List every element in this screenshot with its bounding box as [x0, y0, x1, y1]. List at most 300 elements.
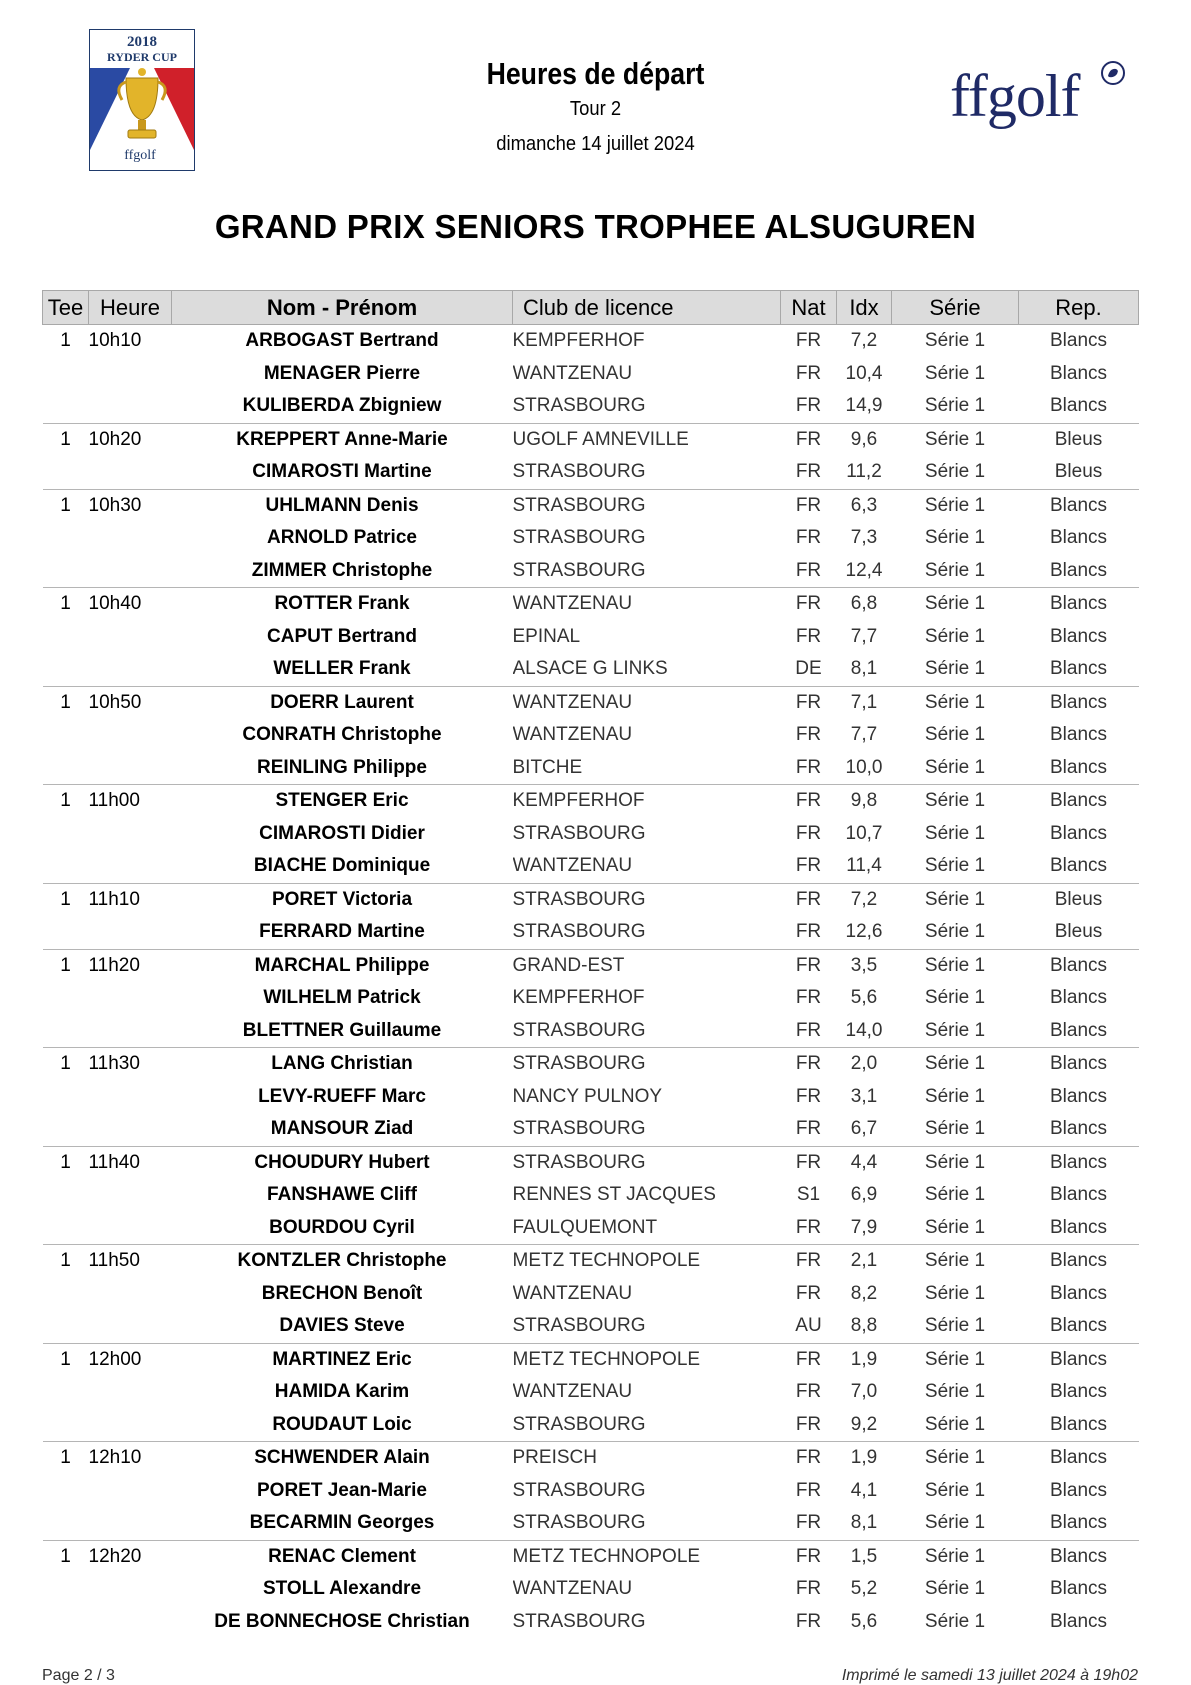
- cell-rep: Blancs: [1019, 588, 1139, 621]
- cell-heure: [89, 390, 172, 423]
- cell-tee: 1: [43, 423, 89, 456]
- cell-nom: ARBOGAST Bertrand: [172, 325, 513, 358]
- cell-serie: Série 1: [892, 1048, 1019, 1081]
- cell-nom: REINLING Philippe: [257, 756, 427, 778]
- cell-rep: Bleus: [1054, 461, 1103, 483]
- cell-nom: BOURDOU Cyril: [269, 1216, 415, 1238]
- cell-tee: 1: [43, 1343, 89, 1376]
- cell-club: METZ TECHNOPOLE: [513, 1245, 781, 1278]
- cell-club: STRASBOURG: [513, 1048, 781, 1081]
- cell-idx: 3,5: [837, 949, 892, 982]
- cell-tee: [43, 1278, 89, 1311]
- table-row: [43, 1442, 1139, 1475]
- cell-nom: BIACHE Dominique: [253, 855, 431, 877]
- cell-serie: Série 1: [892, 1343, 1019, 1376]
- cell-nom: CHOUDURY Hubert: [172, 1146, 513, 1179]
- table-row: [43, 719, 1139, 752]
- table-row: [43, 1015, 1139, 1048]
- cell-tee: [43, 1081, 89, 1114]
- table-row: [43, 785, 1139, 818]
- cell-serie: Série 1: [924, 987, 986, 1009]
- cell-nat: FR: [795, 1610, 822, 1632]
- cell-idx: 7,7: [850, 625, 878, 647]
- cell-tee: [43, 1507, 89, 1540]
- cell-nat: FR: [795, 362, 822, 384]
- cell-heure: [89, 1573, 172, 1606]
- cell-nat: FR: [795, 1578, 822, 1600]
- cell-nat: FR: [795, 756, 822, 778]
- cell-nom: MARTINEZ Eric: [172, 1343, 513, 1376]
- cell-tee: [43, 1113, 89, 1146]
- cell-nom: MANSOUR Ziad: [270, 1118, 414, 1140]
- cell-heure: [89, 621, 172, 654]
- cell-nat: FR: [795, 724, 822, 746]
- table-row: [43, 1146, 1139, 1179]
- cell-heure: [89, 1310, 172, 1343]
- cell-idx: 7,3: [850, 527, 878, 549]
- table-row: [43, 1606, 1139, 1639]
- cell-tee: 1: [43, 949, 89, 982]
- cell-nat: FR: [795, 461, 822, 483]
- cell-serie: Série 1: [924, 527, 986, 549]
- cell-idx: 8,2: [850, 1282, 878, 1304]
- table-row: [43, 555, 1139, 588]
- cell-rep: Blancs: [1049, 756, 1108, 778]
- cell-serie: Série 1: [892, 785, 1019, 818]
- cell-serie: Série 1: [892, 949, 1019, 982]
- cell-rep: Blancs: [1049, 527, 1108, 549]
- cell-nom: SCHWENDER Alain: [172, 1442, 513, 1475]
- cell-heure: [89, 818, 172, 851]
- cell-club: WANTZENAU: [512, 855, 633, 877]
- cell-idx: 6,7: [850, 1118, 878, 1140]
- table-body: [43, 325, 1139, 1639]
- table-row: [43, 1475, 1139, 1508]
- cell-heure: 11h10: [89, 883, 172, 916]
- cell-serie: Série 1: [924, 756, 986, 778]
- cell-nat: FR: [781, 1442, 837, 1475]
- table-row: [43, 621, 1139, 654]
- cell-tee: [43, 982, 89, 1015]
- cell-idx: 1,5: [837, 1540, 892, 1573]
- cell-club: WANTZENAU: [513, 588, 781, 621]
- table-row: [43, 982, 1139, 1015]
- cell-serie: Série 1: [924, 1315, 986, 1337]
- table-row: [43, 522, 1139, 555]
- cell-idx: 8,1: [850, 1512, 878, 1534]
- cell-rep: Blancs: [1019, 325, 1139, 358]
- cell-nat: FR: [781, 1146, 837, 1179]
- cell-tee: 1: [43, 1048, 89, 1081]
- cell-nat: FR: [795, 1512, 822, 1534]
- cell-club: STRASBOURG: [513, 1146, 781, 1179]
- cell-rep: Blancs: [1049, 625, 1108, 647]
- cell-serie: Série 1: [924, 1413, 986, 1435]
- cell-idx: 8,1: [850, 658, 878, 680]
- cell-nat: FR: [781, 325, 837, 358]
- logo-brand: ffgolf: [124, 148, 156, 163]
- cell-nom: DAVIES Steve: [279, 1315, 405, 1337]
- cell-heure: [89, 522, 172, 555]
- cell-idx: 5,6: [850, 1610, 878, 1632]
- cell-nom: BLETTNER Guillaume: [242, 1019, 442, 1041]
- cell-idx: 10,4: [845, 362, 883, 384]
- cell-nat: FR: [795, 855, 822, 877]
- cell-club: STRASBOURG: [512, 1512, 646, 1534]
- cell-tee: [43, 850, 89, 883]
- table-row: [43, 1310, 1139, 1343]
- cell-nat: FR: [781, 423, 837, 456]
- cell-club: STRASBOURG: [512, 1610, 646, 1632]
- cell-club: STRASBOURG: [513, 883, 781, 916]
- cell-nat: FR: [795, 1413, 822, 1435]
- cell-nom: RENAC Clement: [172, 1540, 513, 1573]
- cell-club: STRASBOURG: [512, 921, 646, 943]
- cell-serie: Série 1: [924, 658, 986, 680]
- cell-nom: CIMAROSTI Martine: [252, 461, 432, 483]
- cell-nat: FR: [795, 1479, 822, 1501]
- cell-nat: AU: [795, 1315, 822, 1337]
- cell-nat: FR: [795, 987, 822, 1009]
- cell-idx: 10,7: [845, 822, 883, 844]
- cell-club: GRAND-EST: [513, 949, 781, 982]
- cell-serie: Série 1: [892, 1442, 1019, 1475]
- cell-heure: 11h00: [89, 785, 172, 818]
- table-row: [43, 686, 1139, 719]
- cell-serie: Série 1: [924, 921, 986, 943]
- print-timestamp: Imprimé le samedi 13 juillet 2024 à 19h02: [841, 1667, 1138, 1684]
- ffgolf-logo: ffgolf: [950, 63, 1080, 129]
- cell-rep: Blancs: [1049, 1479, 1108, 1501]
- cell-nat: FR: [795, 625, 822, 647]
- table-row: [43, 883, 1139, 916]
- cell-rep: Blancs: [1049, 395, 1108, 417]
- cell-rep: Bleus: [1019, 883, 1139, 916]
- cell-nom: WELLER Frank: [273, 658, 411, 680]
- cell-nat: FR: [781, 1245, 837, 1278]
- cell-heure: 10h40: [89, 588, 172, 621]
- cell-serie: Série 1: [924, 1019, 986, 1041]
- cell-rep: Blancs: [1019, 1343, 1139, 1376]
- cell-tee: [43, 1212, 89, 1245]
- cell-nom: ARNOLD Patrice: [267, 527, 417, 549]
- cell-idx: 7,1: [837, 686, 892, 719]
- table-row: [43, 752, 1139, 785]
- cell-club: WANTZENAU: [512, 1282, 633, 1304]
- cell-club: STRASBOURG: [512, 1479, 646, 1501]
- cell-tee: 1: [43, 1146, 89, 1179]
- cell-tee: [43, 818, 89, 851]
- cell-tee: 1: [43, 686, 89, 719]
- cell-rep: Blancs: [1049, 559, 1108, 581]
- table-row: [43, 1179, 1139, 1212]
- cell-rep: Blancs: [1019, 1245, 1139, 1278]
- cell-idx: 8,8: [850, 1315, 878, 1337]
- cell-serie: Série 1: [892, 588, 1019, 621]
- cell-idx: 10,0: [845, 756, 883, 778]
- cell-rep: Blancs: [1049, 1118, 1108, 1140]
- cell-nom: HAMIDA Karim: [274, 1381, 410, 1403]
- event-title: GRAND PRIX SENIORS TROPHEE ALSUGUREN: [214, 208, 977, 245]
- cell-tee: [43, 621, 89, 654]
- cell-heure: [89, 1376, 172, 1409]
- cell-idx: 14,0: [845, 1019, 883, 1041]
- cell-nom: FERRARD Martine: [259, 921, 425, 943]
- table-row: [43, 456, 1139, 489]
- cell-nom: WILHELM Patrick: [263, 987, 421, 1009]
- cell-idx: 9,8: [837, 785, 892, 818]
- cell-nat: FR: [781, 686, 837, 719]
- cell-club: WANTZENAU: [512, 1578, 633, 1600]
- cell-idx: 12,4: [845, 559, 883, 581]
- table-row: [43, 489, 1139, 522]
- cell-club: NANCY PULNOY: [512, 1085, 663, 1107]
- table-row: [43, 1507, 1139, 1540]
- cell-tee: 1: [43, 1442, 89, 1475]
- cell-idx: 4,1: [850, 1479, 878, 1501]
- table-row: [43, 588, 1139, 621]
- cell-nat: FR: [781, 588, 837, 621]
- cell-tee: [43, 1606, 89, 1639]
- cell-idx: 12,6: [845, 921, 883, 943]
- cell-club: STRASBOURG: [512, 1019, 646, 1041]
- cell-tee: 1: [43, 325, 89, 358]
- cell-nat: FR: [795, 395, 822, 417]
- cell-rep: Blancs: [1019, 785, 1139, 818]
- cell-idx: 7,2: [837, 883, 892, 916]
- cell-tee: [43, 1409, 89, 1442]
- cell-serie: Série 1: [924, 1479, 986, 1501]
- cell-nom: CAPUT Bertrand: [267, 625, 417, 647]
- col-header-heure: Heure: [89, 291, 172, 325]
- cell-heure: [89, 555, 172, 588]
- cell-club: KEMPFERHOF: [513, 785, 781, 818]
- cell-heure: [89, 1475, 172, 1508]
- cell-rep: Blancs: [1049, 658, 1108, 680]
- cell-nat: FR: [781, 489, 837, 522]
- cell-club: STRASBOURG: [513, 489, 781, 522]
- cell-serie: Série 1: [924, 1282, 986, 1304]
- page-title: Heures de départ: [486, 56, 705, 91]
- cell-idx: 5,2: [850, 1578, 878, 1600]
- cell-heure: 12h00: [89, 1343, 172, 1376]
- cell-tee: [43, 719, 89, 752]
- cell-rep: Blancs: [1049, 987, 1108, 1009]
- cell-idx: 7,2: [837, 325, 892, 358]
- table-row: [43, 1409, 1139, 1442]
- cell-club: ALSACE G LINKS: [512, 658, 668, 680]
- cell-nom: LANG Christian: [172, 1048, 513, 1081]
- tee-times-table: [42, 290, 1139, 1638]
- cell-nat: FR: [795, 1216, 822, 1238]
- cell-heure: [89, 1278, 172, 1311]
- cell-rep: Blancs: [1049, 1578, 1108, 1600]
- cell-nom: CIMAROSTI Didier: [259, 822, 425, 844]
- cell-nat: DE: [795, 658, 822, 680]
- cell-rep: Blancs: [1049, 1381, 1108, 1403]
- cell-heure: 10h20: [89, 423, 172, 456]
- cell-heure: [89, 1081, 172, 1114]
- cell-nom: DOERR Laurent: [172, 686, 513, 719]
- cell-club: STRASBOURG: [512, 1315, 646, 1337]
- cell-tee: [43, 522, 89, 555]
- cell-rep: Blancs: [1049, 1085, 1108, 1107]
- cell-nat: S1: [796, 1184, 821, 1206]
- cell-idx: 2,0: [837, 1048, 892, 1081]
- cell-rep: Blancs: [1049, 1216, 1108, 1238]
- table-row: [43, 916, 1139, 949]
- cell-idx: 1,9: [837, 1442, 892, 1475]
- cell-serie: Série 1: [892, 1540, 1019, 1573]
- cell-nom: MENAGER Pierre: [263, 362, 421, 384]
- table-row: [43, 1376, 1139, 1409]
- round-label: Tour 2: [569, 98, 622, 120]
- table-row: [43, 325, 1139, 358]
- cell-rep: Blancs: [1049, 1019, 1108, 1041]
- cell-nom: ROUDAUT Loic: [272, 1413, 412, 1435]
- cell-idx: 9,6: [837, 423, 892, 456]
- cell-tee: [43, 1475, 89, 1508]
- table-row: [43, 423, 1139, 456]
- cell-nat: FR: [781, 883, 837, 916]
- cell-heure: 12h20: [89, 1540, 172, 1573]
- cell-rep: Bleus: [1054, 921, 1103, 943]
- cell-heure: [89, 653, 172, 686]
- cell-tee: [43, 456, 89, 489]
- cell-nom: ROTTER Frank: [172, 588, 513, 621]
- cell-rep: Blancs: [1019, 1442, 1139, 1475]
- cell-tee: 1: [43, 588, 89, 621]
- cell-nom: STENGER Eric: [172, 785, 513, 818]
- cell-club: METZ TECHNOPOLE: [513, 1540, 781, 1573]
- col-header-nat: Nat: [781, 291, 837, 325]
- table-row: [43, 1343, 1139, 1376]
- cell-nat: FR: [781, 1540, 837, 1573]
- table-header: [43, 291, 1139, 325]
- cell-serie: Série 1: [924, 1184, 986, 1206]
- cell-heure: [89, 1212, 172, 1245]
- cell-serie: Série 1: [924, 625, 986, 647]
- table-row: [43, 1081, 1139, 1114]
- cell-serie: Série 1: [924, 1085, 986, 1107]
- cell-rep: Blancs: [1049, 1512, 1108, 1534]
- cell-nom: UHLMANN Denis: [172, 489, 513, 522]
- cell-heure: [89, 1179, 172, 1212]
- cell-serie: Série 1: [924, 1578, 986, 1600]
- cell-heure: [89, 982, 172, 1015]
- cell-nat: FR: [795, 559, 822, 581]
- cell-serie: Série 1: [892, 1245, 1019, 1278]
- cell-heure: [89, 1606, 172, 1639]
- table-row: [43, 1048, 1139, 1081]
- cell-club: PREISCH: [513, 1442, 781, 1475]
- cell-tee: 1: [43, 489, 89, 522]
- cell-nom: PORET Victoria: [172, 883, 513, 916]
- cell-idx: 9,2: [850, 1413, 878, 1435]
- cell-serie: Série 1: [924, 724, 986, 746]
- cell-idx: 7,7: [850, 724, 878, 746]
- cell-serie: Série 1: [892, 325, 1019, 358]
- cell-rep: Blancs: [1019, 489, 1139, 522]
- cell-serie: Série 1: [924, 855, 986, 877]
- cell-serie: Série 1: [892, 686, 1019, 719]
- cell-club: KEMPFERHOF: [513, 325, 781, 358]
- cell-club: FAULQUEMONT: [512, 1216, 658, 1238]
- cell-idx: 11,4: [846, 855, 882, 877]
- col-header-rep: Rep.: [1019, 291, 1139, 325]
- cell-rep: Blancs: [1049, 1184, 1108, 1206]
- col-header-serie: Série: [892, 291, 1019, 325]
- cell-club: EPINAL: [512, 625, 581, 647]
- cell-nom: KREPPERT Anne-Marie: [172, 423, 513, 456]
- cell-heure: 10h30: [89, 489, 172, 522]
- cell-serie: Série 1: [892, 423, 1019, 456]
- table-row: [43, 1278, 1139, 1311]
- cell-tee: 1: [43, 1245, 89, 1278]
- cell-nat: FR: [781, 1048, 837, 1081]
- cell-idx: 4,4: [837, 1146, 892, 1179]
- cell-tee: [43, 653, 89, 686]
- col-header-idx: Idx: [837, 291, 892, 325]
- table-row: [43, 1573, 1139, 1606]
- cell-tee: [43, 390, 89, 423]
- cell-nom: MARCHAL Philippe: [172, 949, 513, 982]
- page-number: Page 2 / 3: [42, 1667, 115, 1684]
- cell-serie: Série 1: [924, 822, 986, 844]
- cell-nom: CONRATH Christophe: [242, 724, 442, 746]
- table-row: [43, 949, 1139, 982]
- cell-serie: Série 1: [924, 1381, 986, 1403]
- cell-nom: BRECHON Benoît: [261, 1282, 423, 1304]
- cell-club: STRASBOURG: [512, 1118, 646, 1140]
- cell-tee: [43, 916, 89, 949]
- cell-nat: FR: [795, 1381, 822, 1403]
- cell-idx: 2,1: [837, 1245, 892, 1278]
- cell-club: STRASBOURG: [512, 527, 646, 549]
- cell-tee: 1: [43, 883, 89, 916]
- cell-heure: [89, 1015, 172, 1048]
- cell-tee: [43, 752, 89, 785]
- table-row: [43, 1113, 1139, 1146]
- cell-nom: STOLL Alexandre: [262, 1578, 422, 1600]
- table-row: [43, 1540, 1139, 1573]
- date-label: dimanche 14 juillet 2024: [496, 133, 695, 155]
- cell-heure: 12h10: [89, 1442, 172, 1475]
- cell-rep: Blancs: [1049, 362, 1108, 384]
- cell-club: STRASBOURG: [512, 559, 646, 581]
- cell-rep: Blancs: [1049, 822, 1108, 844]
- cell-tee: [43, 555, 89, 588]
- cell-rep: Blancs: [1049, 855, 1108, 877]
- cell-idx: 7,9: [850, 1216, 878, 1238]
- cell-club: UGOLF AMNEVILLE: [513, 423, 781, 456]
- col-header-club: Club de licence: [513, 291, 781, 325]
- table-row: [43, 1245, 1139, 1278]
- col-header-tee: Tee: [43, 291, 89, 325]
- cell-heure: [89, 752, 172, 785]
- cell-club: STRASBOURG: [512, 822, 646, 844]
- cell-nom: ZIMMER Christophe: [251, 559, 433, 581]
- cell-nom: KULIBERDA Zbigniew: [242, 395, 442, 417]
- cell-nom: PORET Jean-Marie: [257, 1479, 427, 1501]
- cell-tee: [43, 358, 89, 391]
- cell-rep: Blancs: [1049, 1610, 1108, 1632]
- cell-nat: FR: [795, 1282, 822, 1304]
- cell-nom: LEVY-RUEFF Marc: [258, 1085, 426, 1107]
- cell-club: STRASBOURG: [512, 461, 646, 483]
- cell-serie: Série 1: [892, 489, 1019, 522]
- cell-idx: 14,9: [845, 395, 883, 417]
